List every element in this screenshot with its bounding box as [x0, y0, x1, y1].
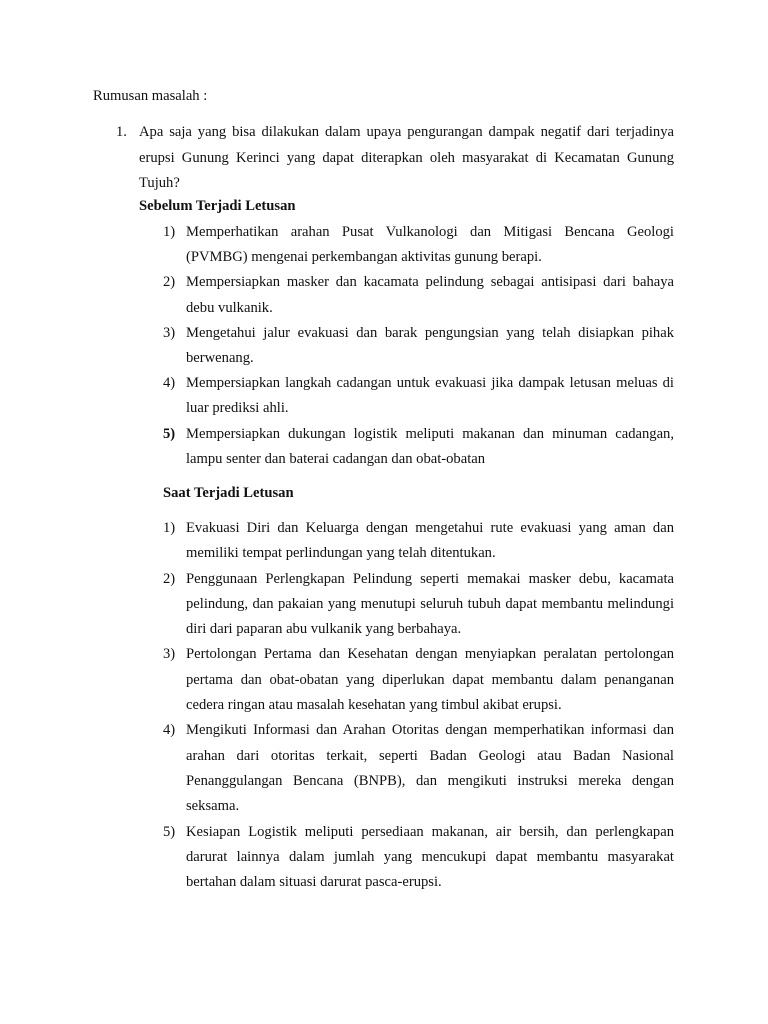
item-number: 1) — [163, 224, 176, 240]
list-item — [163, 567, 674, 643]
list-item — [163, 371, 674, 421]
list-item — [163, 422, 674, 472]
question-number: 1. — [116, 124, 127, 140]
list-item — [163, 516, 674, 567]
item-text: Mempersiapkan masker dan kacamata pelindung sebagai antisipasi dari bahaya debu vulkanik. — [186, 274, 674, 316]
item-text: Evakuasi Diri dan Keluarga dengan mengetahui rute evakuasi yang aman dan memiliki tempat perlindungan yang telah ditentukan. — [186, 520, 674, 562]
section-before-list — [163, 220, 674, 472]
item-number: 2) — [163, 570, 176, 587]
list-item — [163, 321, 674, 371]
item-text: Mengetahui jalur evakuasi dan barak pengungsian yang telah disiapkan pihak berwenang. — [186, 324, 674, 367]
item-text: Memperhatikan arahan Pusat Vulkanologi dan Mitigasi Bencana Geologi (PVMBG) mengenai perkembangan aktivitas gunung berapi. — [186, 224, 674, 266]
item-text: Penggunaan Perlengkapan Pelindung seperti memakai masker debu, kacamata pelindung, dan pakaian yang menutupi seluruh tubuh dapat membantu melindungi diri dari paparan abu vulkanik yang berbahaya. — [186, 570, 674, 638]
item-number: 4) — [163, 375, 176, 392]
item-text: Mempersiapkan dukungan logistik meliputi makanan dan minuman cadangan, lampu senter dan baterai cadangan dan obat-obatan — [186, 425, 674, 467]
section-before-title: Sebelum Terjadi Letusan — [139, 198, 296, 214]
item-text: Mengikuti Informasi dan Arahan Otoritas dengan memperhatikan informasi dan arahan dari otoritas terkait, seperti Badan Geologi atau Badan Nasional Penanggulangan Bencana (BNPB), dan mengikuti instruksi mereka dengan seksama. — [186, 722, 674, 815]
section-during-title: Saat Terjadi Letusan — [163, 485, 294, 501]
list-item — [163, 718, 674, 819]
list-item — [163, 270, 674, 320]
item-number: 3) — [163, 646, 176, 663]
list-item — [163, 642, 674, 718]
item-number: 5) — [163, 823, 176, 840]
item-text: Pertolongan Pertama dan Kesehatan dengan menyiapkan peralatan pertolongan pertama dan obat-obatan yang diperlukan dapat membantu dalam penanganan cedera ringan atau masalah kesehatan yang timbul akibat erupsi. — [186, 646, 674, 714]
document-heading: Rumusan masalah : — [93, 88, 208, 104]
list-item — [163, 220, 674, 270]
section-during-list — [163, 516, 674, 895]
item-text: Kesiapan Logistik meliputi persediaan makanan, air bersih, dan perlengkapan darurat lainnya dalam jumlah yang mencukupi dapat membantu masyarakat bertahan dalam situasi darurat pasca-erupsi. — [186, 823, 674, 891]
item-text: Mempersiapkan langkah cadangan untuk evakuasi jika dampak letusan meluas di luar prediksi ahli. — [186, 375, 674, 417]
item-number: 1) — [163, 520, 176, 536]
list-item — [163, 820, 674, 896]
item-number: 3) — [163, 324, 176, 341]
item-number: 5) — [163, 425, 176, 442]
question-text: Apa saja yang bisa dilakukan dalam upaya pengurangan dampak negatif dari terjadinya erupsi Gunung Kerinci yang dapat diterapkan oleh masyarakat di Kecamatan Gunung Tujuh? — [139, 124, 674, 191]
item-number: 4) — [163, 722, 176, 739]
item-number: 2) — [163, 274, 176, 291]
